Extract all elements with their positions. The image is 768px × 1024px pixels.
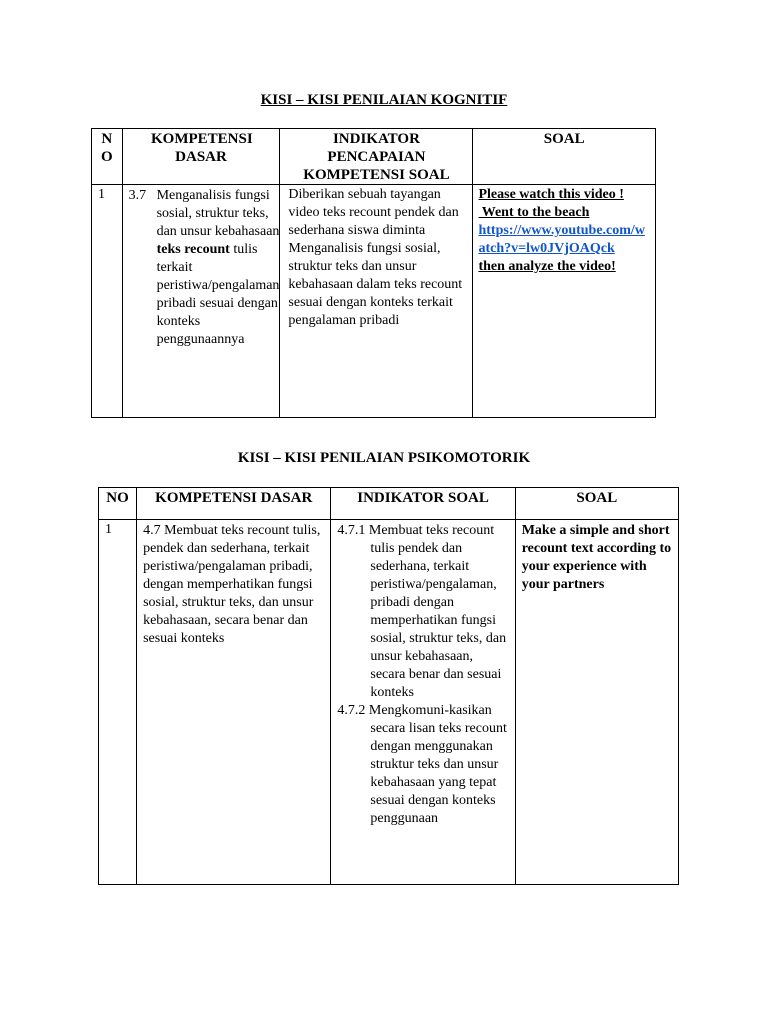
cell-no: 1 xyxy=(92,185,123,418)
header-kompetensi-dasar: KOMPETENSI DASAR xyxy=(137,488,331,520)
kd-text: Menganalisis fungsi sosial, struktur teks, dan unsur kebahasaan teks recount tulis terkait peristiwa/pengalaman pribadi sesuai dengan konteks penggunaannya xyxy=(156,188,280,347)
indikator-item: 4.7.2 Mengkomuni-kasikan secara lisan teks recount dengan menggunakan struktur teks dan unsur kebahasaan yang tepat sesuai dengan konteks penggunaan xyxy=(337,703,507,826)
soal-task: then analyze the video! xyxy=(478,259,616,274)
header-soal: SOAL xyxy=(473,129,656,185)
soal-video-title: Went to the beach xyxy=(478,205,590,220)
table-row xyxy=(92,185,656,418)
header-kompetensi-dasar: KOMPETENSI DASAR xyxy=(122,129,280,185)
kognitif-title: KISI – KISI PENILAIAN KOGNITIF xyxy=(260,92,508,108)
indikator-item: 4.7.1 Membuat teks recount tulis pendek dan sederhana, terkait peristiwa/pengalaman, pribadi dengan memperhatikan fungsi sosial, struktur teks, dan unsur kebahasaan, secara benar dan sesuai konteks xyxy=(337,523,507,700)
kognitif-table xyxy=(91,128,656,418)
cell-indikator xyxy=(331,520,515,885)
psikomotorik-table xyxy=(98,487,679,885)
kd-number: 3.7 xyxy=(128,188,147,203)
cell-soal xyxy=(473,185,656,418)
header-indikator: INDIKATOR SOAL xyxy=(331,488,515,520)
table-header-row xyxy=(92,129,656,185)
soal-instruction: Please watch this video ! xyxy=(478,187,624,202)
cell-indikator: Diberikan sebuah tayangan video teks recount pendek dan sederhana siswa diminta Menganalisis fungsi sosial, struktur teks dan unsur kebahasaan dalam teks recount sesuai dengan konteks terkait pengalaman pribadi xyxy=(280,185,473,418)
header-soal: SOAL xyxy=(515,488,678,520)
cell-no: 1 xyxy=(99,520,137,885)
header-no: NO xyxy=(99,488,137,520)
header-no: N O xyxy=(92,129,123,185)
youtube-link[interactable]: https://www.youtube.com/watch?v=lw0JVjOAQck xyxy=(478,223,645,256)
cell-soal: Make a simple and short recount text according to your experience with your partners xyxy=(515,520,678,885)
psikomotorik-title: KISI – KISI PENILAIAN PSIKOMOTORIK xyxy=(237,450,531,466)
header-indikator: INDIKATOR PENCAPAIAN KOMPETENSI SOAL xyxy=(280,129,473,185)
table-row xyxy=(99,520,679,885)
cell-kompetensi-dasar: 4.7 Membuat teks recount tulis, pendek dan sederhana, terkait peristiwa/pengalaman pribadi, dengan memperhatikan fungsi sosial, struktur teks, dan unsur kebahasaan, secara benar dan sesuai konteks xyxy=(137,520,331,885)
table-header-row xyxy=(99,488,679,520)
cell-kompetensi-dasar xyxy=(122,185,280,418)
